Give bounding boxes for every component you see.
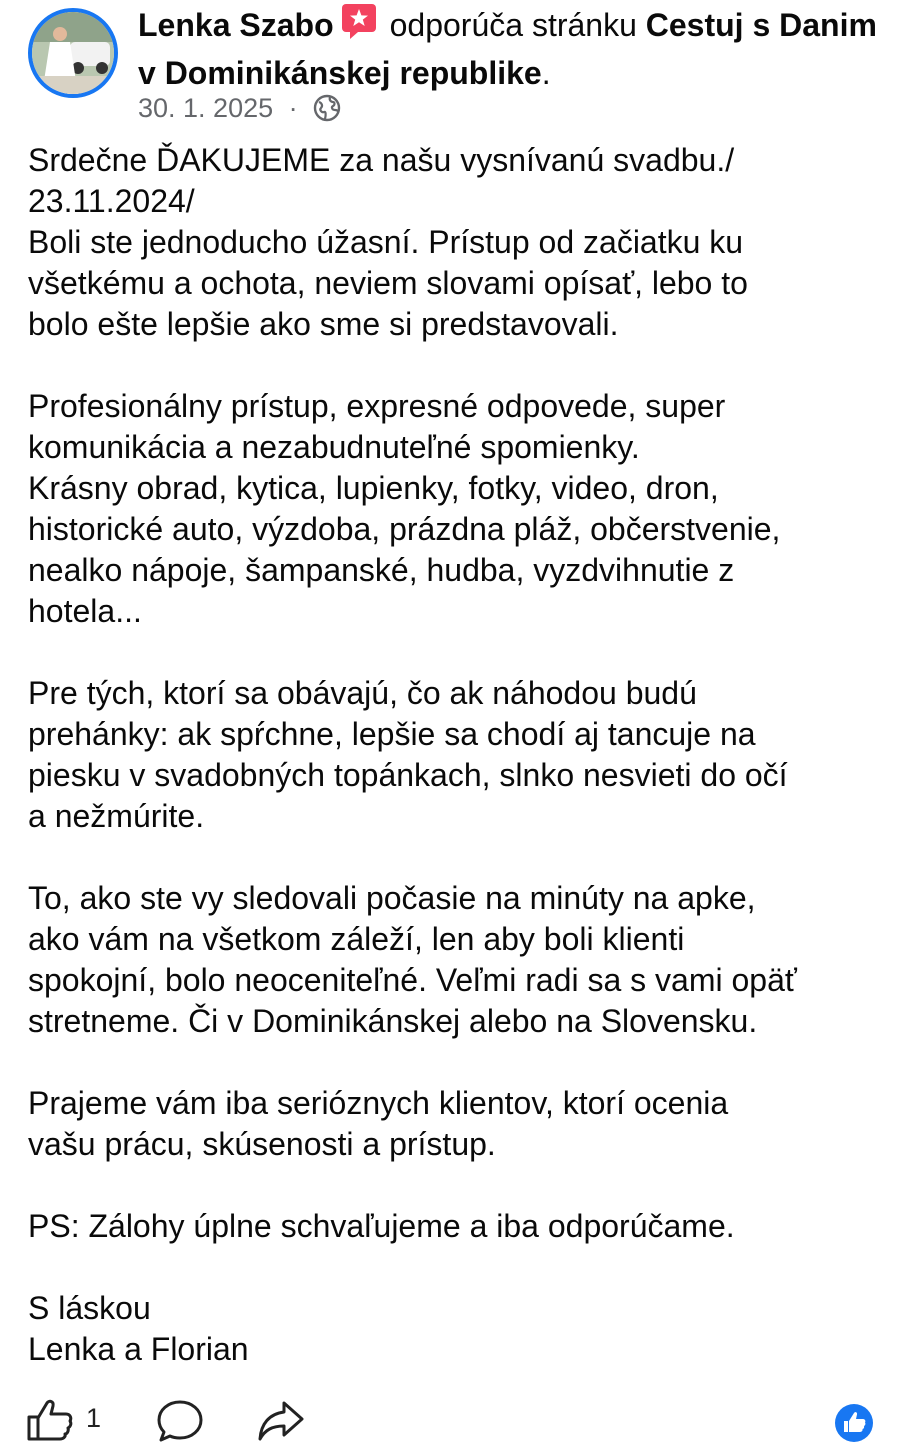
like-count[interactable]: 1 (86, 1403, 102, 1433)
avatar[interactable] (28, 8, 118, 98)
page-name-link[interactable]: Cestuj s Danim v Dominikánskej republike (138, 7, 877, 91)
author-name[interactable]: Lenka Szabo (138, 7, 334, 43)
post-actions-bar (0, 1395, 900, 1443)
share-icon[interactable] (256, 1399, 306, 1448)
comment-icon[interactable] (156, 1399, 204, 1448)
globe-icon (313, 94, 341, 131)
thumbs-up-icon[interactable] (26, 1399, 74, 1446)
page-suffix: . (541, 55, 551, 91)
like-reaction-icon[interactable] (834, 1403, 874, 1448)
avatar-photo (32, 12, 114, 94)
post-meta (138, 90, 341, 131)
post-date[interactable]: 30. 1. 2025 (138, 93, 274, 123)
recommendation-badge-icon (340, 2, 378, 51)
post-header (138, 2, 888, 95)
recommends-text: odporúča stránku (389, 7, 637, 43)
meta-separator: · (288, 93, 298, 123)
post-body-text: Srdečne ĎAKUJEME za našu vysnívanú svadbu./ 23.11.2024/ Boli ste jednoducho úžasní. Prístup od začiatku ku všetkému a ochota, neviem slovami opísať, lebo to bolo ešte lepšie ako sme si predstavovali. Profesionálny prístup, expresné odpovede, super komunikácia a nezabudnuteľné spomienky. Krásny obrad, kytica, lupienky, fotky, video, dron, historické auto, výzdoba, prázdna pláž, občerstvenie, nealko nápoje, šampanské, hudba, vyzdvihnutie z hotela... Pre tých, ktorí sa obávajú, čo ak náhodou budú prehánky: ak spŕchne, lepšie sa chodí aj tancuje na piesku v svadobných topánkach, slnko nesvieti do očí a nežmúrite. To, ako ste vy sledovali počasie na minúty na apke, ako vám na všetkom záleží, len aby boli klienti spokojní, bolo neoceniteľné. Veľmi radi sa s vami opäť stretneme. Či v Dominikánskej alebo na Slovensku. Prajeme vám iba serióznych klientov, ktorí ocenia vašu prácu, skúsenosti a prístup. PS: Zálohy úplne schvaľujeme a iba odporúčame. S láskou Lenka a Florian (28, 142, 797, 1367)
